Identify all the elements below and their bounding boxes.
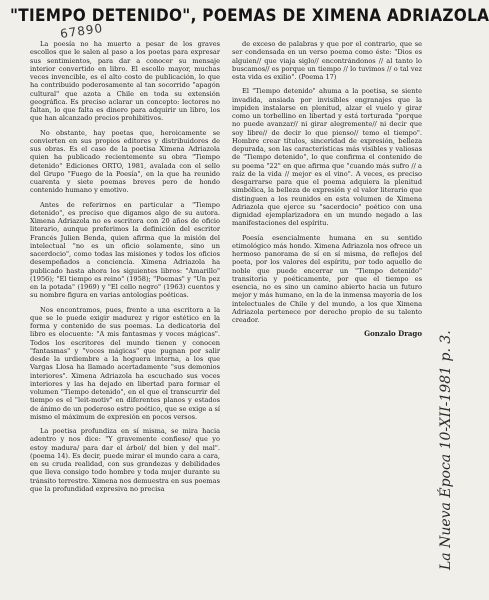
paragraph: de exceso de palabras y que por el contrario, que se ser condensada en un verso poema como éste: "Dios es alguien// que viaja siglo// encontrándonos // al tanto lo buscamos// es porque un tiempo // lo tuvimos // o tal vez esta vida es exilio". (Poema 17) [232, 40, 422, 81]
author-signature: Gonzalo Drago [364, 329, 422, 339]
paragraph: La poetisa profundiza en sí misma, se mira hacia adentro y nos dice: "Y gravemente confieso/ que yo estoy madura/ para dar el árbol/ del bien y del mal". (poema 14). Es decir, puede mirar el mundo cara a cara, en su cruda realidad, con sus grandezas y debilidades que lleva consigo todo hombre y toda mujer durante su tránsito terrestre. Ximena nos demuestra en sus poemas que la profundidad expresiva no precisa [30, 427, 220, 493]
right-column [232, 40, 422, 598]
source-note: La Nueva Época 10-XII-1981 p. 3. [438, 330, 454, 570]
paragraph: La poesía no ha muerto a pesar de los graves escollos que le salen al paso a los poetas para expresar sus sentimientos, para dar a conocer su mensaje interior convertido en libro. El escollo mayor, muchas veces invencible, es el alto costo de publicación, lo que ha contribuido poderosamente al tan socorrido "apagón cultural" que azota a Chile en toda su extensión geográfica. Es preciso aclarar un concepto: lectores no faltan, lo que falta es dinero para adquirir un libro, los que han alcanzado precios prohibitivos. [30, 40, 220, 123]
paragraph: Poesía esencialmente humana en su sentido etimológico más hondo. Ximena Adriazola nos ofrece un hermoso panorama de sí en sí misma, de reflejos del poeta, por los valores del espíritu, por todo aquello de noble que puede encerrar un "Tiempo detenido" transitoria y poéticamente, por que el tiempo es esencia, no es sino un camino abierto hacia un futuro mejor y más humano, en la de la inmensa mayoría de los intelectuales de Chile y del mundo, a los que Ximena Adriazola pertenece por derecho propio de su talento creador. [232, 233, 422, 324]
handwritten-source-annotation [420, 210, 454, 570]
paragraph: No obstante, hay poetas que, heroicamente se convierten en sus propios editores y distribuidores de sus obras. Es el caso de la poetisa Ximena Adriazola quien ha publicado recientemente su obra "Tiempo detenido" Ediciones ORTO, 1981, avalada con el sello del Grupo "Fuego de la Poesía", en la que ha reunido cuarenta y siete poemas breves pero de hondo contenido humano y emotivo. [30, 128, 220, 195]
paragraph: El "Tiempo detenido" ahuma a la poetisa, se siente invadida, ansiada por invisibles engranajes que la impiden instalarse en plenitud, alzar el vuelo y girar como un torbellino en libertad y está torturada "porque no puede avanzar// ni girar alegremente// ni decir que soy libre// de decir lo que pienso// temo el tiempo". Hombre crear títulos, sinceridad de expresión, belleza depurada, son las características más visibles y valiosas de "Tiempo detenido", lo que confirma el contenido de su poema "22" en que afirma que "cuando más sufro // a raíz de la vida // mejor es el vino". A veces, es preciso desgarrarse para que el poema adquiera la plenitud simbólica, la belleza de expresión y el valor literario que distinguen a los reunidos en esta volumen de Ximena Adriazola que ejerce su "sacerdocio" poético con una dignidad ejemplarizadora en un mundo negado a las manifestaciones del espíritu. [232, 87, 422, 228]
paragraph: Nos encontramos, pues, frente a una escritora a la que se le puede exigir madurez y rigor estético en la forma y contenido de sus poemas. La dedicatoria del libro es elocuente: "A mis fantasmas y voces mágicas". Todos los escritores del mundo tienen y conocen "fantasmas" y "voces mágicas" que pugnan por salir desde la urdiembre a la hoguera interna, a los que Vargas Llosa ha llamado acertadamente "sus demonios interiores". Ximena Adriazola ha escuchado sus voces interiores y las ha dejado en libertad para formar el volumen "Tiempo detenido", en el que el transcurrir del tiempo es el "leit-motiv" en diferentes planos y estados de ánimo de un poderoso estro poético, que se exige a sí mismo el máximum de expresión en pocos versos. [30, 305, 220, 421]
paragraph: Antes de referirnos en particular a "Tiempo detenido", es preciso que digamos algo de su autora. Ximena Adriazola no es escritora con 20 años de oficio literario, aunque preferimos la definición del escritor Francés Julien Benda, quien afirma que la misión del intelectual "no es un oficio solamente, sino un sacerdocio", como todas las misiones y todos los oficios desempeñados a conciencia. Ximena Adriazola ha publicado hasta ahora los siguientes libros: "Amarillo" (1956); "El tiempo es reino" (1958); "Poemas" y "Un pez en la potada" (1969) y "El cello negro" (1963) cuentos y su nombre figura en varias antologías poéticas. [30, 200, 220, 300]
handwritten-archive-number: 67890 [59, 21, 104, 41]
left-column [30, 40, 220, 598]
column-divider [225, 40, 226, 590]
article-title: "TIEMPO DETENIDO", POEMAS DE XIMENA ADRIAZOLA [10, 6, 489, 26]
